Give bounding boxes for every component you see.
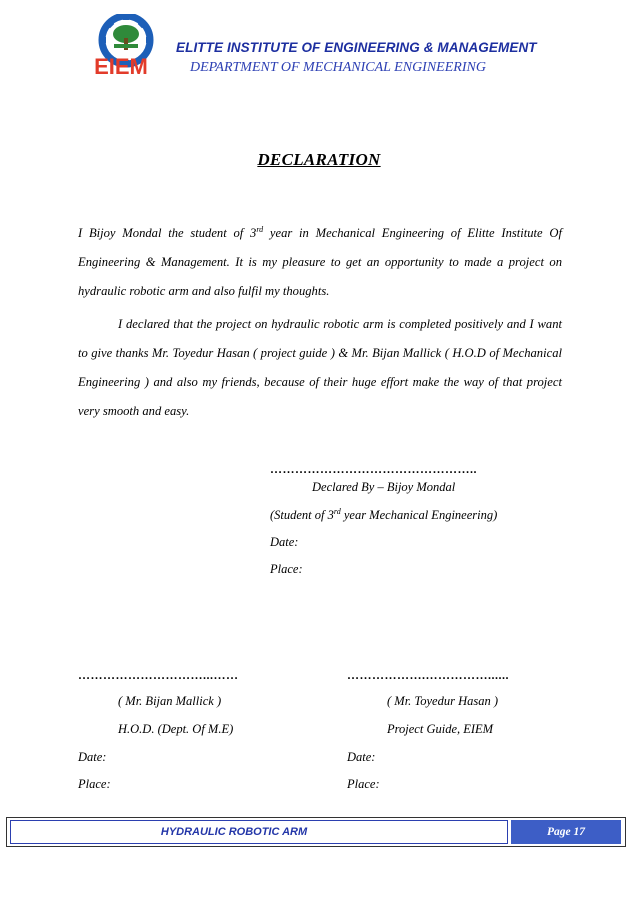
logo-text: EIEM bbox=[94, 54, 148, 78]
right-place-label: Place: bbox=[347, 777, 380, 791]
declaration-paragraph-2: I declared that the project on hydraulic robotic arm is completed positively and I want to give thanks Mr. Toyedur Hasan ( project guide ) & Mr. Bijan Mallick ( H.O.D of Mechanical Engineering ) and also my friends, because of their huge effort make the way of that project very smooth and easy. bbox=[78, 317, 562, 418]
left-signatory-name: ( Mr. Bijan Mallick ) bbox=[118, 694, 222, 708]
left-place-label: Place: bbox=[78, 777, 111, 791]
declaration-paragraph-1: I Bijoy Mondal the student of 3rd year in Mechanical Engineering of Elitte Institute Of Engineering & Management. It is my pleasure to get an opportunity to made a project on hydraulic robotic arm and also fulfil my thoughts. bbox=[78, 225, 562, 299]
declared-by: Declared By – Bijoy Mondal bbox=[312, 480, 456, 494]
footer-project-title-box bbox=[10, 820, 508, 844]
footer-project-title: HYDRAULIC ROBOTIC ARM bbox=[160, 826, 308, 838]
right-signatory-name: ( Mr. Toyedur Hasan ) bbox=[387, 694, 498, 708]
right-date-label: Date: bbox=[347, 750, 376, 764]
institute-logo bbox=[78, 14, 164, 78]
institute-name: ELITTE INSTITUTE OF ENGINEERING & MANAGEMENT bbox=[176, 40, 537, 55]
footer-page-box bbox=[511, 820, 621, 844]
declarant-place-label: Place: bbox=[270, 562, 303, 576]
department-name: DEPARTMENT OF MECHANICAL ENGINEERING bbox=[190, 60, 486, 75]
declarant-date-label: Date: bbox=[270, 535, 299, 549]
declarant-signature-line: ………………………………………….. bbox=[270, 462, 477, 476]
left-signature-line: …………………………...…… bbox=[78, 668, 239, 682]
right-signatory-designation: Project Guide, EIEM bbox=[387, 722, 494, 736]
page-number: Page 17 bbox=[546, 826, 585, 838]
page-title: DECLARATION bbox=[257, 150, 381, 169]
left-signatory-designation: H.O.D. (Dept. Of M.E) bbox=[118, 722, 234, 736]
declarant-role: (Student of 3rd year Mechanical Engineering) bbox=[270, 507, 498, 523]
right-signature-line: ……………….……………...... bbox=[347, 668, 509, 682]
left-date-label: Date: bbox=[78, 750, 107, 764]
